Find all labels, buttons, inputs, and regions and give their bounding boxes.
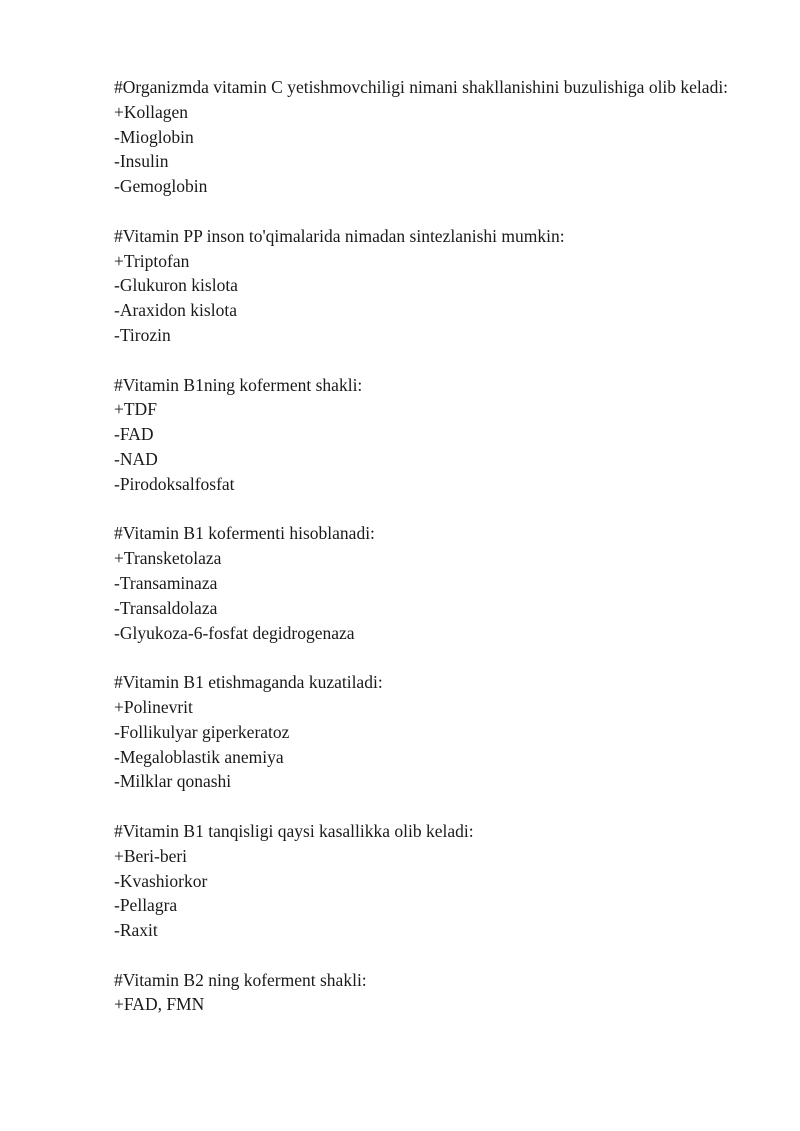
answer-option: -Araxidon kislota [114, 300, 237, 321]
answer-option: -Glyukoza-6-fosfat degidrogenaza [114, 622, 355, 643]
question-text: #Vitamin B2 ning koferment shakli: [114, 969, 367, 990]
answer-option: +TDF [114, 399, 157, 420]
answer-option: -Gemoglobin [114, 176, 208, 197]
answer-option: -Insulin [114, 151, 169, 172]
answer-option: -Transaldolaza [114, 597, 218, 618]
answer-option: +FAD, FMN [114, 994, 205, 1015]
answer-option: +Triptofan [114, 250, 190, 271]
question-block [114, 521, 734, 645]
question-block [114, 968, 734, 1018]
question-text: #Vitamin B1ning koferment shakli: [114, 374, 363, 395]
answer-option: -FAD [114, 424, 154, 445]
answer-option: -Megaloblastik anemiya [114, 746, 284, 767]
answer-option: -Pirodoksalfosfat [114, 473, 235, 494]
answer-option: +Kollagen [114, 101, 189, 122]
question-block [114, 75, 734, 199]
answer-option: -Glukuron kislota [114, 275, 238, 296]
answer-option: +Transketolaza [114, 548, 222, 569]
question-text: #Vitamin B1 etishmaganda kuzatiladi: [114, 672, 383, 693]
answer-option: -Kvashiorkor [114, 870, 208, 891]
answer-option: -Milklar qonashi [114, 771, 232, 792]
question-text: #Vitamin B1 kofermenti hisoblanadi: [114, 523, 375, 544]
answer-option: -NAD [114, 448, 158, 469]
answer-option: +Beri-beri [114, 845, 188, 866]
question-block [114, 373, 734, 497]
question-text: #Vitamin B1 tanqisligi qaysi kasallikka olib keladi: [114, 820, 474, 841]
answer-option: -Transaminaza [114, 572, 218, 593]
answer-option: -Raxit [114, 920, 158, 941]
answer-option: -Mioglobin [114, 126, 194, 147]
answer-option: +Polinevrit [114, 696, 193, 717]
question-block [114, 819, 734, 943]
question-text: #Organizmda vitamin C yetishmovchiligi nimani shakllanishini buzulishiga olib keladi: [114, 77, 729, 97]
answer-option: -Tirozin [114, 324, 171, 345]
question-block [114, 224, 734, 348]
question-text: #Vitamin PP inson to'qimalarida nimadan sintezlanishi mumkin: [114, 225, 565, 246]
question-block [114, 670, 734, 794]
document-content [114, 75, 734, 1042]
answer-option: -Follikulyar giperkeratoz [114, 721, 290, 742]
answer-option: -Pellagra [114, 895, 178, 916]
